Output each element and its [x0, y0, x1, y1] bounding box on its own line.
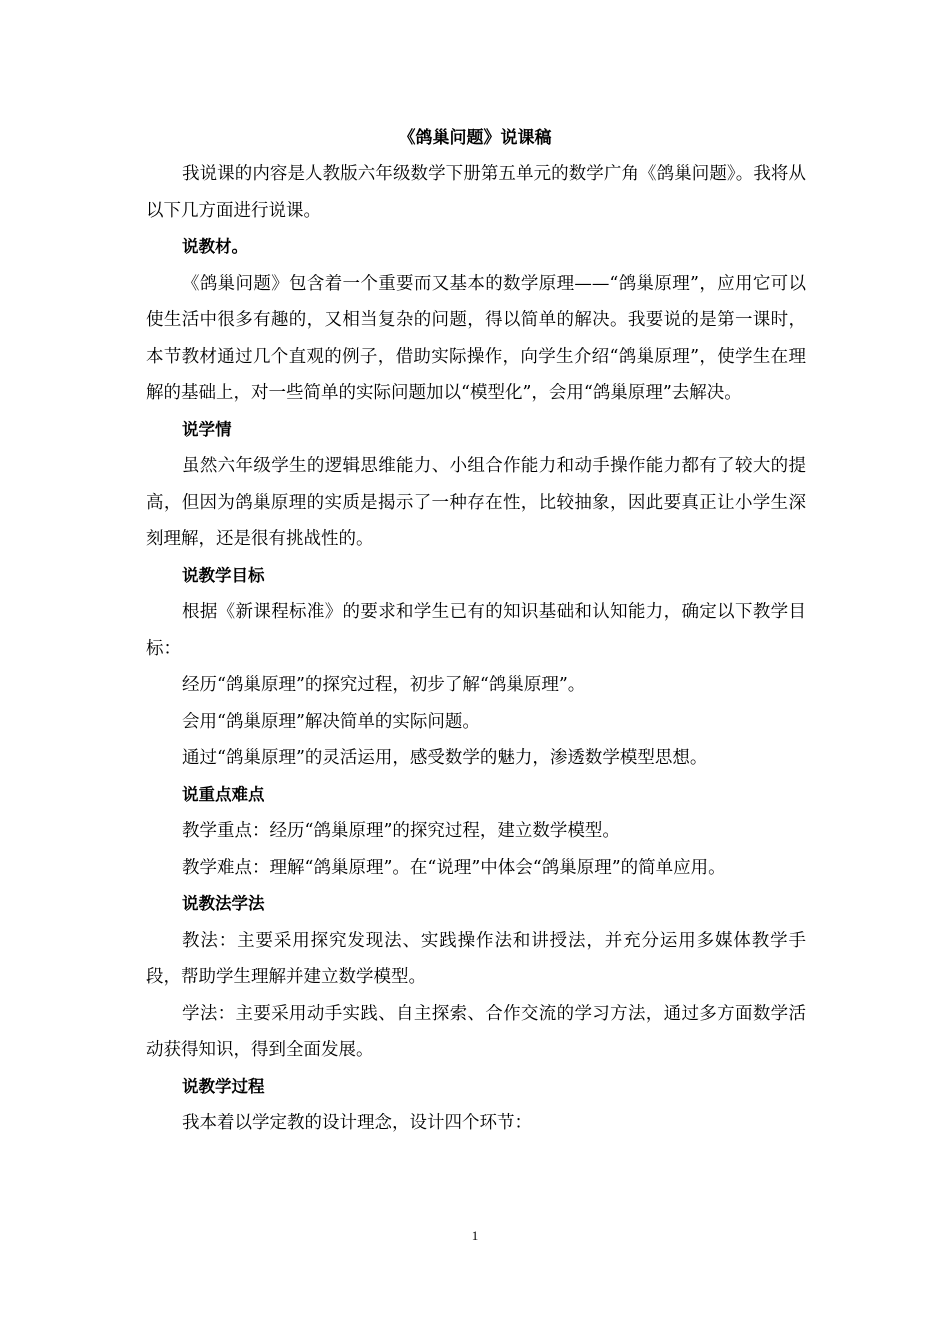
paragraph: 教学难点：理解“鸽巢原理”。在“说理”中体会“鸽巢原理”的简单应用。: [182, 857, 726, 878]
paragraph: 教学重点：经历“鸽巢原理”的探究过程，建立数学模型。: [182, 821, 620, 841]
section-heading-textbook: 说教材。: [182, 237, 248, 256]
document-body: [146, 156, 806, 1142]
paragraph: 我本着以学定教的设计理念，设计四个环节：: [182, 1113, 532, 1133]
paragraph: 根据《新课程标准》的要求和学生已有的知识基础和认知能力，确定以下教学目标：: [146, 602, 806, 659]
section-heading-methods: 说教法学法: [182, 894, 265, 913]
paragraph: 《鸽巢问题》包含着一个重要而又基本的数学原理——“鸽巢原理”，应用它可以使生活中很多有趣的，又相当复杂的问题，得以简单的解决。我要说的是第一课时，本节教材通过几个直观的例子，借助实际操作，向学生介绍“鸽巢原理”，使学生在理解的基础上，对一些简单的实际问题加以“模型化”，会用“鸽巢原理”去解决。: [146, 273, 806, 403]
section-heading-process: 说教学过程: [182, 1076, 265, 1096]
paragraph: 会用“鸽巢原理”解决简单的实际问题。: [182, 711, 480, 732]
section-heading-objectives: 说教学目标: [182, 565, 265, 585]
section-heading-key-points: 说重点难点: [182, 784, 265, 804]
paragraph: 教法：主要采用探究发现法、实践操作法和讲授法，并充分运用多媒体教学手段，帮助学生理解并建立数学模型。: [146, 930, 806, 987]
paragraph: 通过“鸽巢原理”的灵活运用，感受数学的魅力，渗透数学模型思想。: [182, 748, 708, 768]
section-heading-learners: 说学情: [182, 419, 232, 439]
paragraph: 经历“鸽巢原理”的探究过程，初步了解“鸽巢原理”。: [182, 675, 586, 695]
paragraph: 学法：主要采用动手实践、自主探索、合作交流的学习方法，通过多方面数学活动获得知识，得到全面发展。: [146, 1003, 806, 1060]
paragraph: 虽然六年级学生的逻辑思维能力、小组合作能力和动手操作能力都有了较大的提高，但因为鸽巢原理的实质是揭示了一种存在性，比较抽象，因此要真正让小学生深刻理解，还是很有挑战性的。: [146, 456, 806, 549]
intro-paragraph: 我说课的内容是人教版六年级数学下册第五单元的数学广角《鸽巢问题》。我将从以下几方面进行说课。: [146, 164, 806, 221]
document-title: 《鸽巢问题》说课稿: [398, 128, 552, 148]
page-number: 1: [471, 1228, 479, 1243]
